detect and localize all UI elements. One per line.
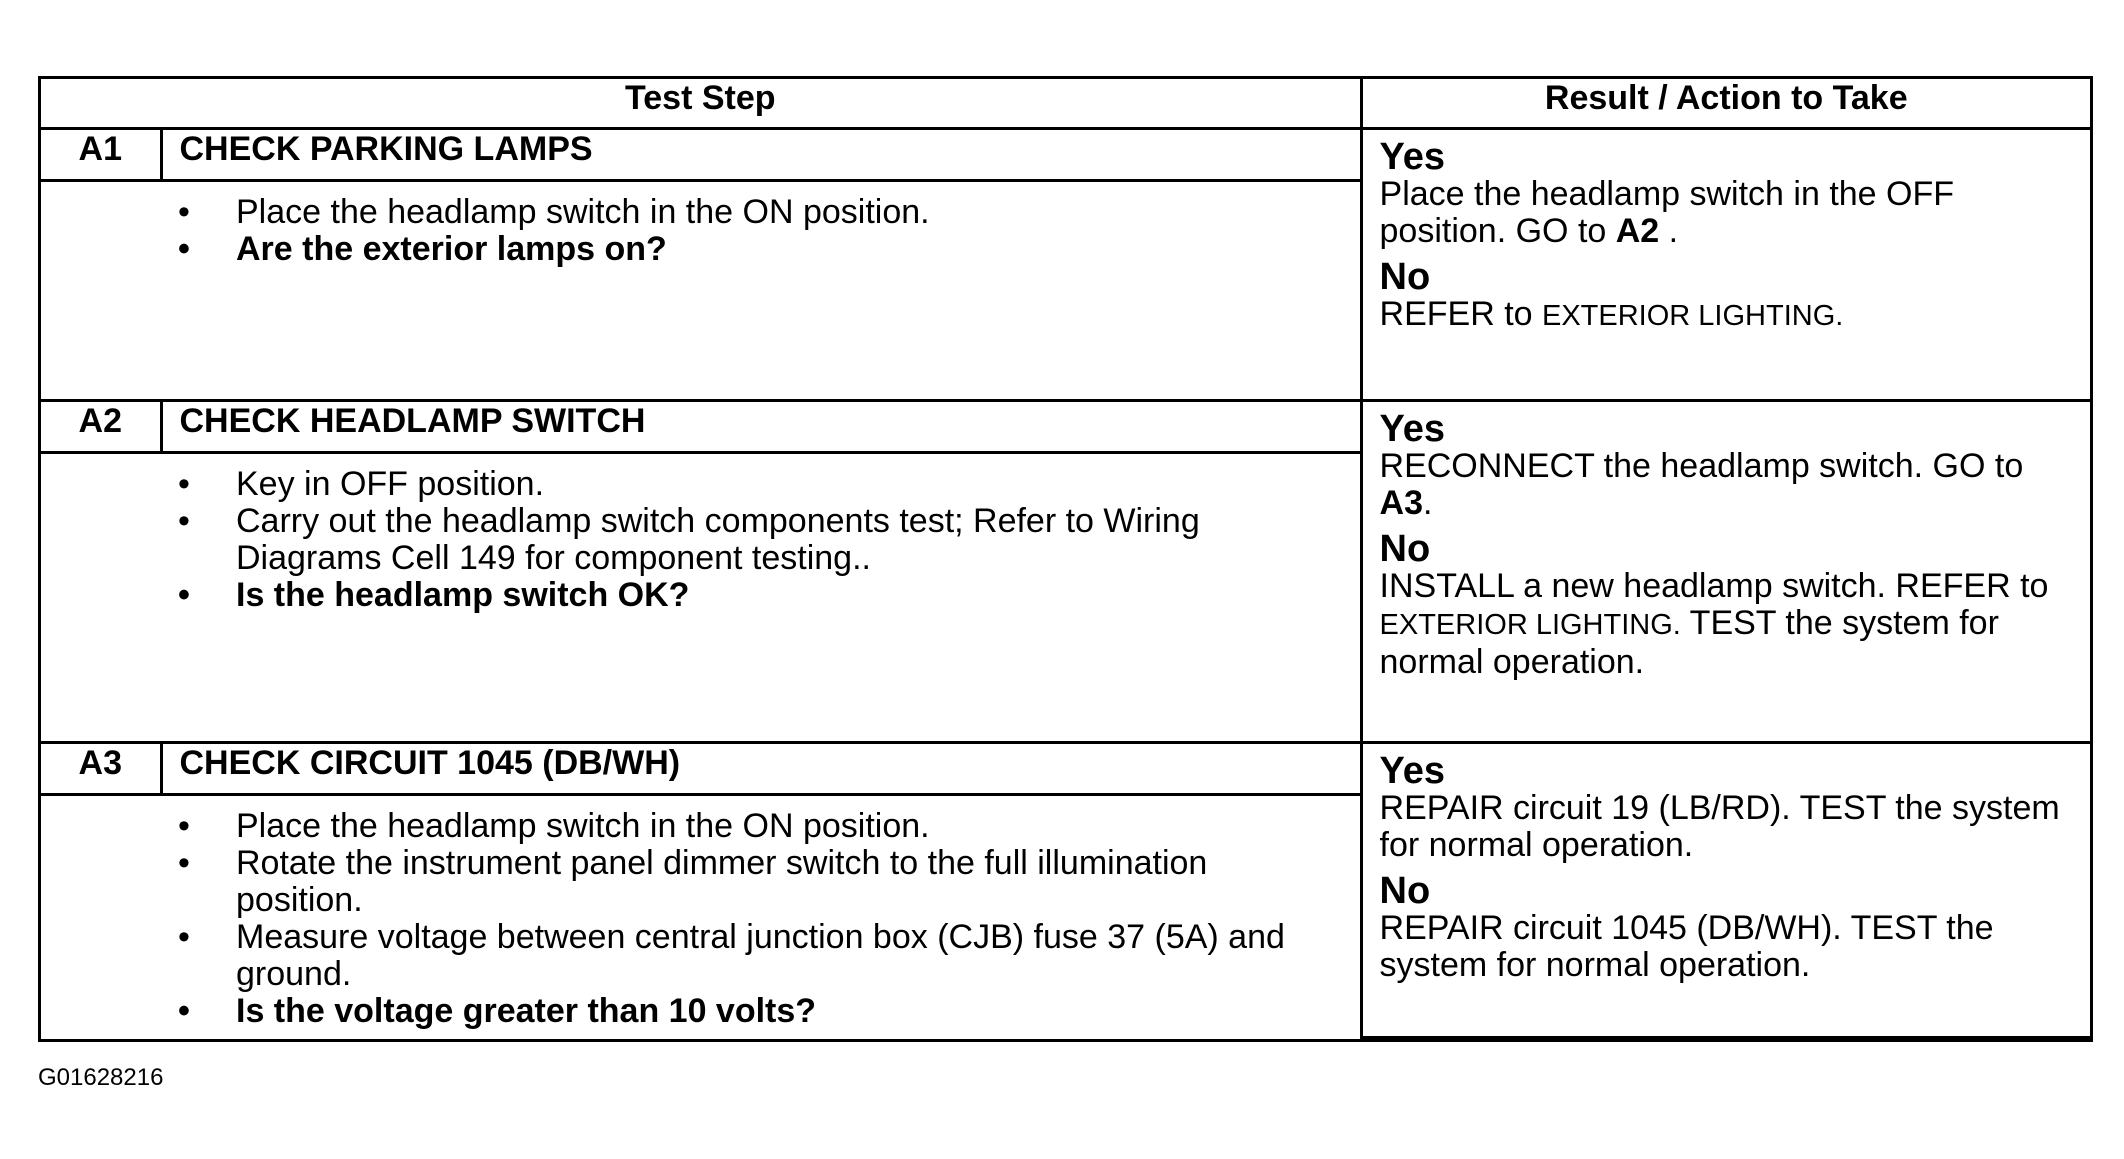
no-section-ref: EXTERIOR LIGHTING.: [1379, 609, 1681, 641]
yes-action-text: RECONNECT the headlamp switch. GO to: [1379, 447, 2024, 485]
pinpoint-test-table: [41, 79, 2090, 1039]
bullet-glyph: •: [178, 844, 190, 882]
step-bullet-list: [41, 808, 1360, 1030]
step-title-row: [41, 401, 2090, 453]
bullet-glyph: •: [178, 230, 190, 268]
list-item: [41, 919, 1310, 993]
no-result: [1380, 258, 2082, 335]
bullet-text: Measure voltage between central junction box (CJB) fuse 37 (5A) and ground.: [236, 918, 1285, 993]
bullet-glyph: •: [178, 502, 190, 540]
step-id: A3: [41, 743, 161, 795]
step-title-row: [41, 743, 2090, 795]
bullet-text: Key in OFF position.: [236, 465, 545, 503]
step-id: A1: [41, 129, 161, 181]
no-action: [1380, 296, 2082, 335]
step-title: CHECK CIRCUIT 1045 (DB/WH): [161, 743, 1361, 795]
no-label: No: [1379, 528, 1431, 570]
bullet-text: Is the headlamp switch OK?: [236, 576, 690, 614]
no-action-text: REPAIR circuit 1045 (DB/WH). TEST the system for normal operation.: [1379, 909, 1994, 984]
list-item: [41, 993, 1310, 1030]
yes-action: [1380, 448, 2082, 522]
bullet-glyph: •: [178, 193, 190, 231]
yes-label: Yes: [1379, 408, 1446, 450]
step-bullet-list: [41, 466, 1360, 614]
list-item: [41, 466, 1310, 503]
no-result: [1380, 530, 2082, 681]
list-item: [41, 577, 1310, 614]
list-item: [41, 808, 1310, 845]
step-id: A2: [41, 401, 161, 453]
bullet-glyph: •: [178, 807, 190, 845]
step-body: [41, 795, 1361, 1038]
yes-step-ref: A2: [1615, 212, 1660, 250]
list-item: [41, 194, 1310, 231]
yes-label: Yes: [1379, 750, 1446, 792]
yes-action-text: REPAIR circuit 19 (LB/RD). TEST the system for normal operation.: [1379, 789, 2060, 864]
bullet-glyph: •: [178, 992, 190, 1030]
no-label: No: [1379, 256, 1431, 298]
step-title-row: [41, 129, 2090, 181]
no-action-suffix: TEST the system for normal operation.: [1379, 604, 1999, 681]
step-title: CHECK HEADLAMP SWITCH: [161, 401, 1361, 453]
step-result-cell: [1361, 401, 2090, 743]
list-item: [41, 503, 1310, 577]
result-action-header: Result / Action to Take: [1361, 79, 2090, 129]
bullet-glyph: •: [178, 918, 190, 956]
step-body: [41, 453, 1361, 743]
no-action-text: INSTALL a new headlamp switch. REFER to: [1379, 567, 2049, 605]
step-result-cell: [1361, 743, 2090, 1038]
list-item: [41, 845, 1310, 919]
yes-action-suffix: .: [1422, 484, 1433, 522]
yes-action-text: Place the headlamp switch in the OFF position. GO to: [1379, 175, 1955, 250]
no-result: [1380, 872, 2082, 984]
bullet-glyph: •: [178, 576, 190, 614]
bullet-text: Are the exterior lamps on?: [236, 230, 667, 268]
yes-label: Yes: [1379, 136, 1446, 178]
no-section-ref: EXTERIOR LIGHTING.: [1542, 300, 1844, 332]
yes-action-suffix: .: [1659, 212, 1679, 250]
step-body: [41, 181, 1361, 401]
yes-action: [1380, 176, 2082, 250]
test-step-header: Test Step: [41, 79, 1361, 129]
bullet-text: Place the headlamp switch in the ON position.: [236, 807, 930, 845]
bullet-text: Carry out the headlamp switch components test; Refer to Wiring Diagrams Cell 149 for component testing..: [236, 502, 1200, 577]
yes-result: [1380, 752, 2082, 864]
bullet-text: Place the headlamp switch in the ON position.: [236, 193, 930, 231]
no-label: No: [1379, 870, 1431, 912]
no-action: [1380, 568, 2082, 681]
figure-code: G01628216: [38, 1064, 164, 1091]
bullet-text: Is the voltage greater than 10 volts?: [236, 992, 817, 1030]
step-title: CHECK PARKING LAMPS: [161, 129, 1361, 181]
step-result-cell: [1361, 129, 2090, 401]
yes-step-ref: A3: [1379, 484, 1423, 522]
yes-result: [1380, 410, 2082, 522]
list-item: [41, 231, 1310, 268]
no-action-text: REFER to: [1379, 295, 1542, 333]
bullet-glyph: •: [178, 465, 190, 503]
diagnostic-table-frame: [38, 76, 2093, 1042]
table-header-row: [41, 79, 2090, 129]
yes-result: [1380, 138, 2082, 250]
bullet-text: Rotate the instrument panel dimmer switch to the full illumination position.: [236, 844, 1208, 919]
step-bullet-list: [41, 194, 1360, 268]
